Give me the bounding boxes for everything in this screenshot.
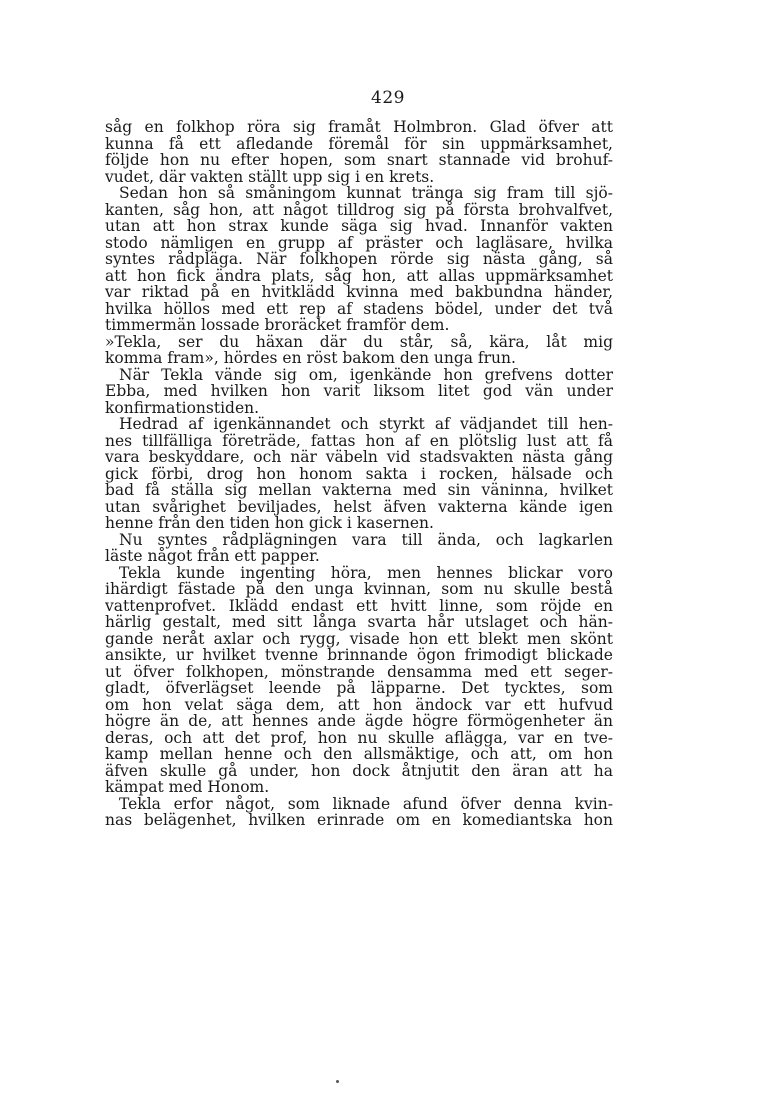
text-line: När Tekla vände sig om, igenkände hon grefvens dotter xyxy=(119,365,613,384)
text-line: henne från den tiden hon gick i kasernen. xyxy=(105,514,434,532)
text-line: »Tekla, ser du häxan där du står, så, kära, låt mig xyxy=(105,332,613,351)
text-line: gick förbi, drog hon honom sakta i rocken, hälsade och xyxy=(105,464,613,483)
text-line: bad få ställa sig mellan vakterna med sin väninna, hvilket xyxy=(105,481,613,499)
text-line: kämpat med Honom. xyxy=(105,778,270,796)
text-line: stodo nämligen en grupp af präster och lagläsare, hvilka xyxy=(105,233,613,252)
text-line: äfven skulle gå under, hon dock åtnjutit den äran att ha xyxy=(105,761,613,780)
text-line: Sedan hon så småningom kunnat tränga sig fram till sjö- xyxy=(119,184,613,202)
text-line: följde hon nu efter hopen, som snart stannade vid brohuf- xyxy=(105,151,613,169)
text-line: vudet, där vakten ställt upp sig i en krets. xyxy=(105,167,435,186)
text-line: vattenprofvet. Iklädd endast ett hvitt linne, som röjde en xyxy=(105,596,613,615)
text-line: hvilka höllos med ett rep af stadens bödel, under det två xyxy=(105,299,613,318)
text-line: att hon fick ändra plats, såg hon, att allas uppmärksamhet xyxy=(105,266,613,285)
text-line: komma fram», hördes en röst bakom den unga frun. xyxy=(105,349,516,367)
text-line: ut öfver folkhopen, mönstrande densamma med ett seger- xyxy=(105,662,613,681)
text-line: såg en folkhop röra sig framåt Holmbron. Glad öfver att xyxy=(105,118,613,136)
page-number: 429 xyxy=(371,88,405,108)
text-line: Tekla erfor något, som liknade afund öfver denna kvin- xyxy=(119,794,613,813)
text-line: läste något från ett papper. xyxy=(105,547,320,565)
text-line: Tekla kunde ingenting höra, men hennes blickar voro xyxy=(119,563,613,582)
text-line: konfirmationstiden. xyxy=(105,398,260,417)
text-line: nes tillfälliga företräde, fattas hon af en plötslig lust att få xyxy=(105,431,613,450)
text-line: deras, och att det prof, hon nu skulle aflägga, var en tve- xyxy=(105,728,613,747)
text-line: högre än de, att hennes ande ägde högre förmögenheter än xyxy=(105,712,613,730)
text-line: Nu syntes rådplägningen vara till ända, och lagkarlen xyxy=(119,530,613,549)
text-line: Hedrad af igenkännandet och styrkt af vädjandet till hen- xyxy=(119,415,613,433)
text-line: kamp mellan henne och den allsmäktige, och att, om hon xyxy=(105,745,613,763)
ink-speck xyxy=(336,1080,339,1083)
text-line: gande neråt axlar och rygg, visade hon ett blekt men skönt xyxy=(105,629,613,648)
text-line: nas belägenhet, hvilken erinrade om en komediantska hon xyxy=(105,811,613,829)
text-line: kanten, såg hon, att något tilldrog sig på första brohvalfvet, xyxy=(105,200,613,219)
text-line: Ebba, med hvilken hon varit liksom litet god vän under xyxy=(105,382,613,400)
body-text xyxy=(105,119,613,829)
text-line: kunna få ett afledande föremål för sin uppmärksamhet, xyxy=(105,134,613,153)
text-line: syntes rådpläga. När folkhopen rörde sig nästa gång, så xyxy=(105,250,613,268)
text-line: ansikte, ur hvilket tvenne brinnande ögon frimodigt blickade xyxy=(105,646,613,664)
text-line: ihärdigt fästade på den unga kvinnan, som nu skulle bestå xyxy=(105,580,613,598)
text-line: härlig gestalt, med sitt långa svarta hår utslaget och hän- xyxy=(105,613,613,631)
text-line: var riktad på en hvitklädd kvinna med bakbundna händer, xyxy=(105,283,613,301)
text-line: utan att hon strax kunde säga sig hvad. Innanför vakten xyxy=(105,217,613,235)
text-line: utan svårighet beviljades, helst äfven vakterna kände igen xyxy=(105,497,613,516)
text-line: timmermän lossade broräcket framför dem. xyxy=(105,316,450,334)
text-line: om hon velat säga dem, att hon ändock var ett hufvud xyxy=(105,695,613,714)
text-line: gladt, öfverlägset leende på läpparne. Det tycktes, som xyxy=(105,679,613,697)
text-line: vara beskyddare, och när väbeln vid stadsvakten nästa gång xyxy=(105,448,613,466)
